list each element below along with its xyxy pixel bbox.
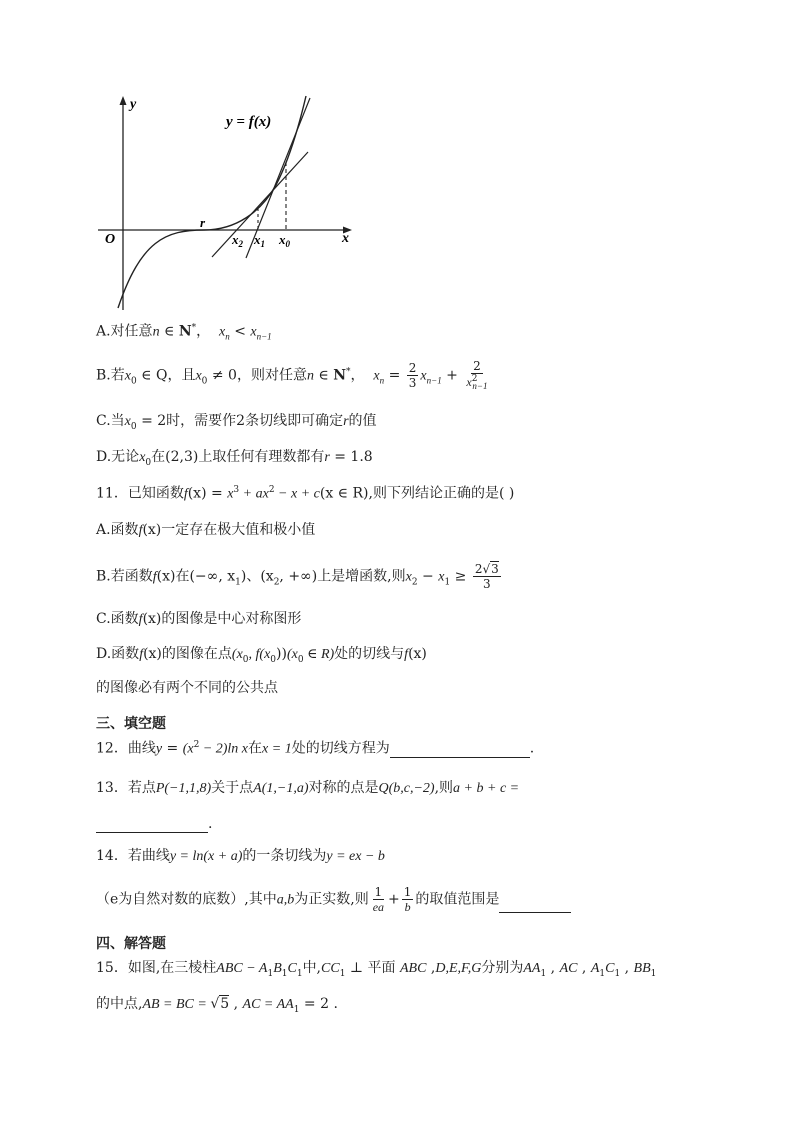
q15-line1: 15．如图,在三棱柱ABC − $A_1B_1C_1$中$,CC_1$ ⊥ 平面 ABC ,D,E,F,G分别为$AA_1$ , AC , $A_1C_1$ , $BB_1$	[96, 960, 657, 979]
function-curve	[118, 96, 306, 308]
curve-label: y = f(x)	[226, 114, 272, 130]
q10-option-c: C.当$x_0 = 2$时，需要作2条切线即可确定r的值	[96, 413, 377, 432]
origin-label: O	[105, 232, 116, 247]
y-axis-label: y	[130, 97, 137, 112]
q14-line2: （e为自然对数的底数）,其中a,b为正实数,则 $\frac{1}{ea}$ + $\frac{1}{b}$ 的取值范围是	[96, 886, 571, 913]
q13-answer-blank[interactable]	[96, 815, 208, 833]
q10-option-d: D.无论$x_0$在(2,3)上取任何有理数都有r = 1.8	[96, 449, 373, 468]
q12-answer-blank[interactable]	[390, 741, 530, 759]
q10-option-a: A.对任意n ∈ N*， $x_n < x_{n-1}$	[96, 323, 272, 342]
q10-option-b: B.若$x_0$ ∈ Q，且$x_0 \ne 0$，则对任意n ∈ N*， $x_n$ = $\frac{2}{3}$ $x_{n-1}$ + $\frac{2}{x^2_{n-1}}$	[96, 359, 488, 392]
q11-stem: 11．已知函数$f(x) = x^3 + ax^2 - x + c(x$ ∈ R),则下列结论正确的是( )	[96, 485, 515, 502]
q11-option-b: B.若函数f(x)在(−∞, $x_1$)、($x_2$, +∞)上是增函数,则$x_2 - x_1$ ≥ $\frac{2√3}{3}$	[96, 562, 499, 591]
x-axis-label: x	[342, 231, 349, 246]
y-axis-arrow	[120, 96, 127, 105]
function-graph-figure	[96, 90, 356, 315]
section-4-heading: 四、解答题	[96, 936, 166, 952]
section-3-heading: 三、填空题	[96, 716, 166, 732]
x1-label: $x_1$	[254, 232, 265, 249]
q13: 13．若点P(−1,1,8)关于点A(1,−1,a)对称的点是Q(b,c,−2),则a + b + c =	[96, 780, 520, 796]
q14: 14．若曲线y = ln(x + a)的一条切线为y = ex − b	[96, 848, 385, 864]
q11-option-d-line2: 的图像必有两个不同的公共点	[96, 680, 278, 696]
q11-option-c: C.函数f(x)的图像是中心对称图形	[96, 611, 302, 627]
q11-option-a: A.函数f(x)一定存在极大值和极小值	[96, 522, 316, 538]
x0-label: $x_0$	[279, 232, 290, 249]
q12: 12．曲线$y = (x^2 - 2)\ln$ x在x = 1处的切线方程为 .	[96, 740, 535, 757]
r-label: r	[200, 215, 206, 230]
x2-label: $x_2$	[232, 232, 243, 249]
q13-answer-line: .	[96, 815, 212, 833]
q15-line2: 的中点,AB = BC = √5 , AC = $AA_1 = 2$ .	[96, 996, 338, 1015]
q14-answer-blank[interactable]	[499, 895, 571, 913]
q11-option-d: D.函数f(x)的图像在点($x_0$, $f(x_0))(x_0$ ∈ R)处的切线与f(x)	[96, 646, 427, 665]
